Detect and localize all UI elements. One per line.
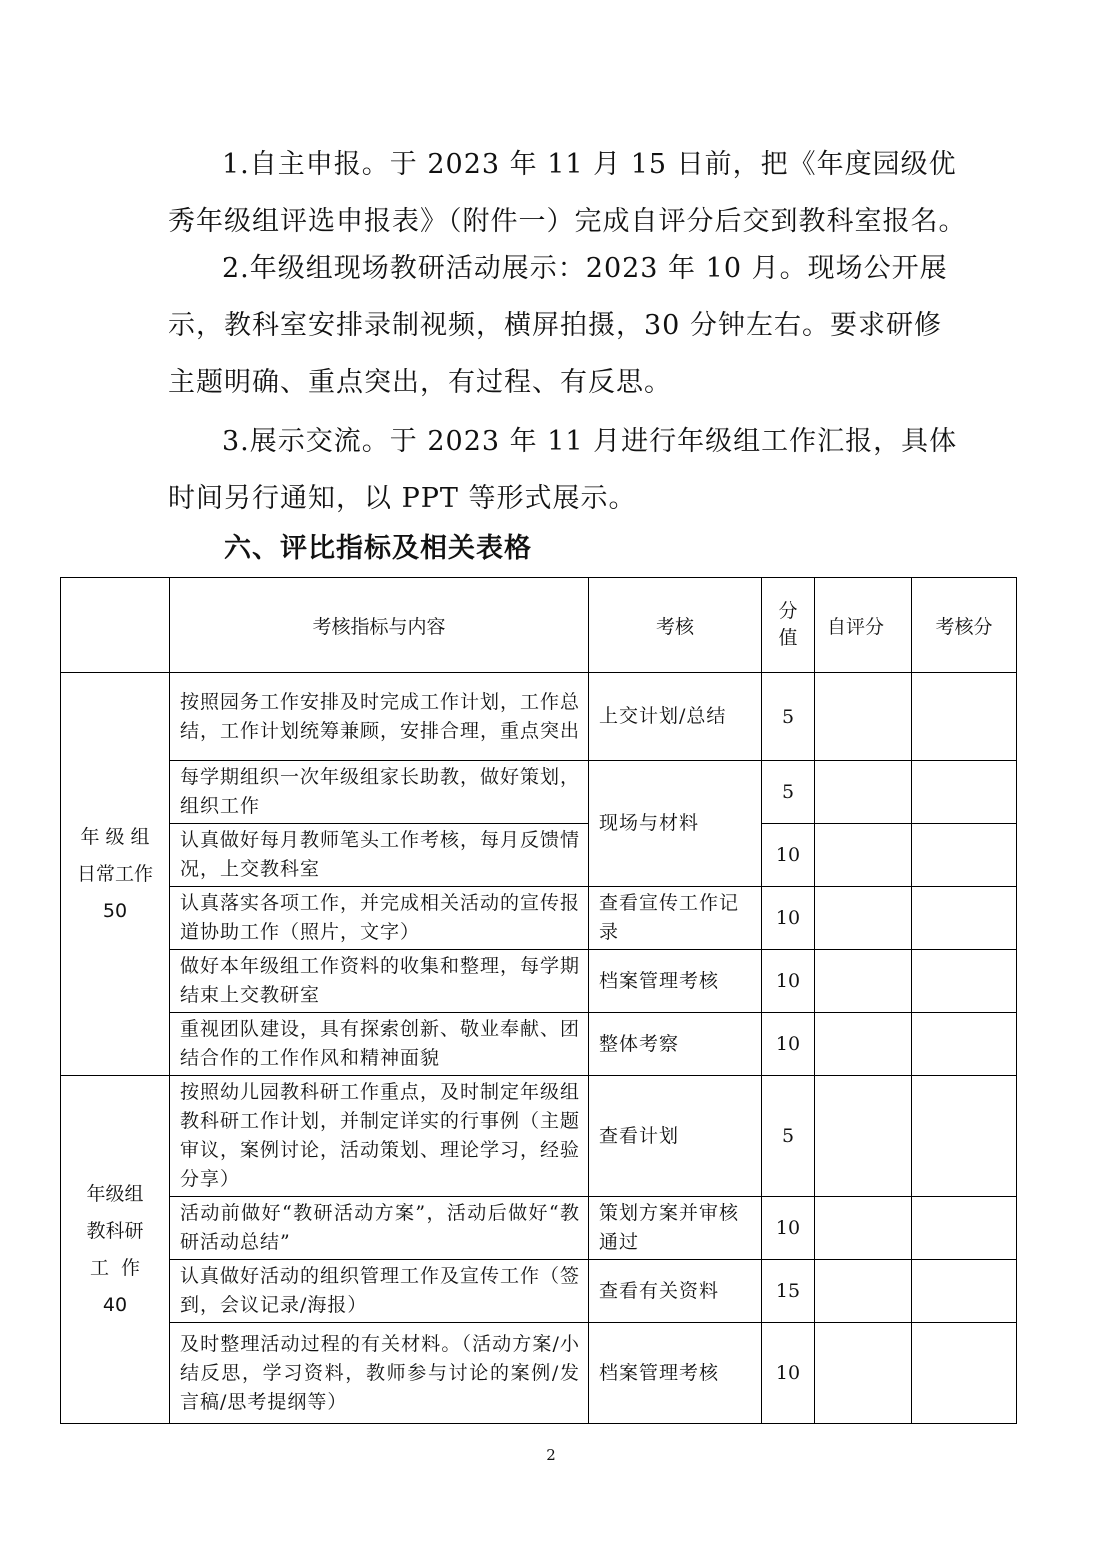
header-check: 考核: [589, 578, 762, 673]
evaluation-table: [60, 577, 1017, 1424]
row-content: 按照幼儿园教科研工作重点，及时制定年级组教科研工作计划，并制定详实的行事例（主题审议，案例讨论，活动策划、理论学习，经验分享）: [170, 1076, 589, 1197]
self-score-cell[interactable]: [815, 1013, 912, 1076]
review-score-cell[interactable]: [912, 1013, 1017, 1076]
row-score: 10: [762, 950, 815, 1013]
row-content: 做好本年级组工作资料的收集和整理，每学期结束上交教研室: [170, 950, 589, 1013]
self-score-cell[interactable]: [815, 1197, 912, 1260]
row-content: 认真做好活动的组织管理工作及宣传工作（签到，会议记录/海报）: [170, 1260, 589, 1323]
header-category: [61, 578, 170, 673]
row-content: 活动前做好“教研活动方案”，活动后做好“教研活动总结”: [170, 1197, 589, 1260]
header-score-line2: 值: [778, 627, 798, 649]
review-score-cell[interactable]: [912, 887, 1017, 950]
row-score: 10: [762, 1197, 815, 1260]
row-check: 策划方案并审核通过: [589, 1197, 762, 1260]
header-score-line1: 分: [778, 600, 798, 622]
review-score-cell[interactable]: [912, 761, 1017, 824]
row-check: 查看计划: [589, 1076, 762, 1197]
row-content: 每学期组织一次年级组家长助教，做好策划，组织工作: [170, 761, 589, 824]
table-row: [61, 1323, 1017, 1424]
row-score: 10: [762, 824, 815, 887]
paragraph-onsite-display: 2.年级组现场教研活动展示：2023 年 10 月。现场公开展示，教科室安排录制视频，横屏拍摄，30 分钟左右。要求研修主题明确、重点突出，有过程、有反思。: [168, 253, 948, 398]
self-score-cell[interactable]: [815, 761, 912, 824]
row-content: 按照园务工作安排及时完成工作计划，工作总结，工作计划统筹兼顾，安排合理，重点突出: [170, 673, 589, 761]
table-row: [61, 1076, 1017, 1197]
table-row: [61, 824, 1017, 887]
review-score-cell[interactable]: [912, 950, 1017, 1013]
self-score-cell[interactable]: [815, 887, 912, 950]
table-header-row: [61, 578, 1017, 673]
row-score: 5: [762, 761, 815, 824]
row-content: 认真落实各项工作，并完成相关活动的宣传报道协助工作（照片，文字）: [170, 887, 589, 950]
review-score-cell[interactable]: [912, 1260, 1017, 1323]
row-content: 认真做好每月教师笔头工作考核，每月反馈情况，上交教科室: [170, 824, 589, 887]
page-number: 2: [546, 1446, 556, 1464]
category-line: 50: [102, 899, 128, 922]
review-score-cell[interactable]: [912, 1197, 1017, 1260]
table-row: [61, 1260, 1017, 1323]
paragraph-exchange: 3.展示交流。于 2023 年 11 月进行年级组工作汇报，具体时间另行通知，以 PPT 等形式展示。: [168, 426, 958, 514]
category-line: 40: [102, 1293, 128, 1316]
category-line: 年级组: [86, 1182, 144, 1205]
row-check: 现场与材料: [589, 761, 762, 887]
category-line: 年 级 组: [80, 825, 150, 848]
review-score-cell[interactable]: [912, 1323, 1017, 1424]
category-daily-work: [61, 673, 170, 1076]
row-content: 及时整理活动过程的有关材料。（活动方案/小结反思，学习资料，教师参与讨论的案例/发言稿/思考提纲等）: [170, 1323, 589, 1424]
header-review-score: 考核分: [912, 578, 1017, 673]
row-score: 5: [762, 1076, 815, 1197]
paragraph-self-report: 1.自主申报。于 2023 年 11 月 15 日前，把《年度园级优秀年级组评选申报表》（附件一）完成自评分后交到教科室报名。: [168, 149, 967, 237]
row-check: 查看有关资料: [589, 1260, 762, 1323]
row-score: 15: [762, 1260, 815, 1323]
header-content: 考核指标与内容: [170, 578, 589, 673]
table-row: [61, 1197, 1017, 1260]
self-score-cell[interactable]: [815, 824, 912, 887]
table-row: [61, 950, 1017, 1013]
category-line: 工 作: [89, 1256, 141, 1279]
table-row: [61, 1013, 1017, 1076]
section-heading: 六、评比指标及相关表格: [224, 533, 532, 564]
category-line: 教科研: [86, 1219, 144, 1242]
table-row: [61, 761, 1017, 824]
self-score-cell[interactable]: [815, 950, 912, 1013]
row-content: 重视团队建设，具有探索创新、敬业奉献、团结合作的工作作风和精神面貌: [170, 1013, 589, 1076]
self-score-cell[interactable]: [815, 1076, 912, 1197]
header-score: [762, 578, 815, 673]
row-score: 5: [762, 673, 815, 761]
review-score-cell[interactable]: [912, 824, 1017, 887]
category-line: 日常工作: [76, 862, 153, 885]
row-check: 上交计划/总结: [589, 673, 762, 761]
self-score-cell[interactable]: [815, 673, 912, 761]
review-score-cell[interactable]: [912, 1076, 1017, 1197]
row-check: 查看宣传工作记录: [589, 887, 762, 950]
self-score-cell[interactable]: [815, 1323, 912, 1424]
row-score: 10: [762, 1323, 815, 1424]
table-row: [61, 887, 1017, 950]
category-research-work: [61, 1076, 170, 1424]
row-score: 10: [762, 1013, 815, 1076]
table-row: [61, 673, 1017, 761]
row-check: 整体考察: [589, 1013, 762, 1076]
self-score-cell[interactable]: [815, 1260, 912, 1323]
row-score: 10: [762, 887, 815, 950]
header-self-score: 自评分: [815, 578, 912, 673]
row-check: 档案管理考核: [589, 950, 762, 1013]
review-score-cell[interactable]: [912, 673, 1017, 761]
row-check: 档案管理考核: [589, 1323, 762, 1424]
